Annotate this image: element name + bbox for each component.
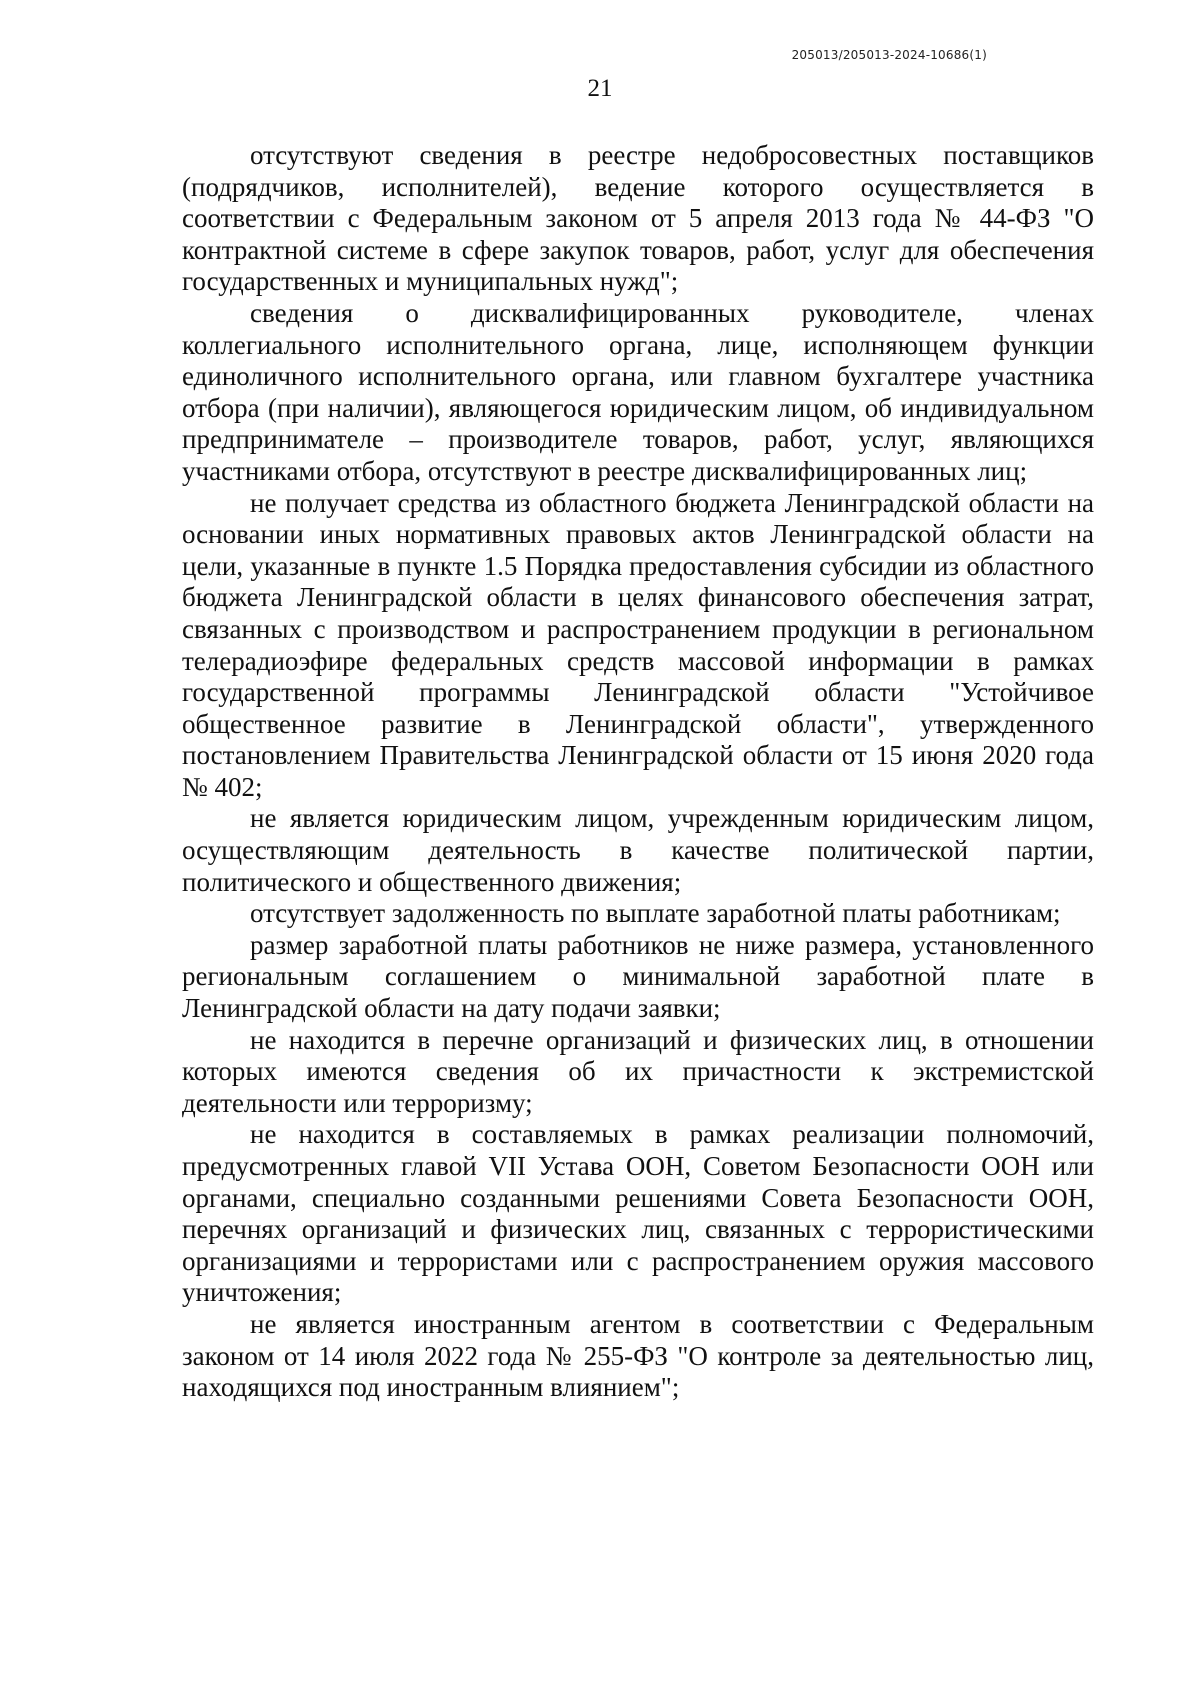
paragraph-not-un-sanctions-list: не находится в составляемых в рамках реализации полномочий, предусмотренных главой VII Устава ООН, Советом Безопасности ООН или органами, специально созданными решениями Совета Безопасности ООН, перечнях организаций и физических лиц, связанных с террористическими организациями и террористами или с распространением оружия массового уничтожения; [182, 1119, 1094, 1308]
paragraph-minimum-wage-compliance: размер заработной платы работников не ниже размера, установленного региональным соглашением о минимальной заработной плате в Ленинградской области на дату подачи заявки; [182, 929, 1094, 1024]
paragraph-not-foreign-agent: не является иностранным агентом в соответствии с Федеральным законом от 14 июля 2022 года № 255-ФЗ "О контроле за деятельностью лиц, находящихся под иностранным влиянием"; [182, 1308, 1094, 1403]
paragraph-no-wage-arrears: отсутствует задолженность по выплате заработной платы работникам; [250, 898, 1061, 929]
page-number: 21 [587, 75, 613, 102]
document-body [182, 140, 1094, 1404]
paragraph-not-extremism-list: не находится в перечне организаций и физических лиц, в отношении которых имеются сведения об их причастности к экстремистской деятельности или терроризму; [182, 1024, 1094, 1118]
paragraph-no-other-budget-funds: не получает средства из областного бюджета Ленинградской области на основании иных нормативных правовых актов Ленинградской области на цели, указанные в пункте 1.5 Порядка предоставления субсидии из областного бюджета Ленинградской области в целях финансового обеспечения затрат, связанных с производством и распространением продукции в региональном телерадиоэфире федеральных средств массовой информации в рамках государственной программы Ленинградской области "Устойчивое общественное развитие в Ленинградской области", утвержденного постановлением Правительства Ленинградской области от 15 июня 2020 года № 402; [182, 487, 1094, 802]
paragraph-no-disqualified-persons: сведения о дисквалифицированных руководителе, членах коллегиального исполнительного органа, лице, исполняющем функции единоличного исполнительного органа, или главном бухгалтере участника отбора (при наличии), являющегося юридическим лицом, об индивидуальном предпринимателе – производителе товаров, работ, услуг, являющихся участниками отбора, отсутствуют в реестре дисквалифицированных лиц; [182, 297, 1094, 486]
paragraph-not-political-entity: не является юридическим лицом, учрежденным юридическим лицом, осуществляющим деятельность в качестве политической партии, политического и общественного движения; [182, 803, 1094, 897]
paragraph-no-unfair-supplier-record: отсутствуют сведения в реестре недобросовестных поставщиков (подрядчиков, исполнителей), ведение которого осуществляется в соответствии с Федеральным законом от 5 апреля 2013 года № 44-ФЗ "О контрактной системе в сфере закупок товаров, работ, услуг для обеспечения государственных и муниципальных нужд"; [182, 140, 1094, 297]
document-id: 205013/205013-2024-10686(1) [791, 48, 987, 62]
